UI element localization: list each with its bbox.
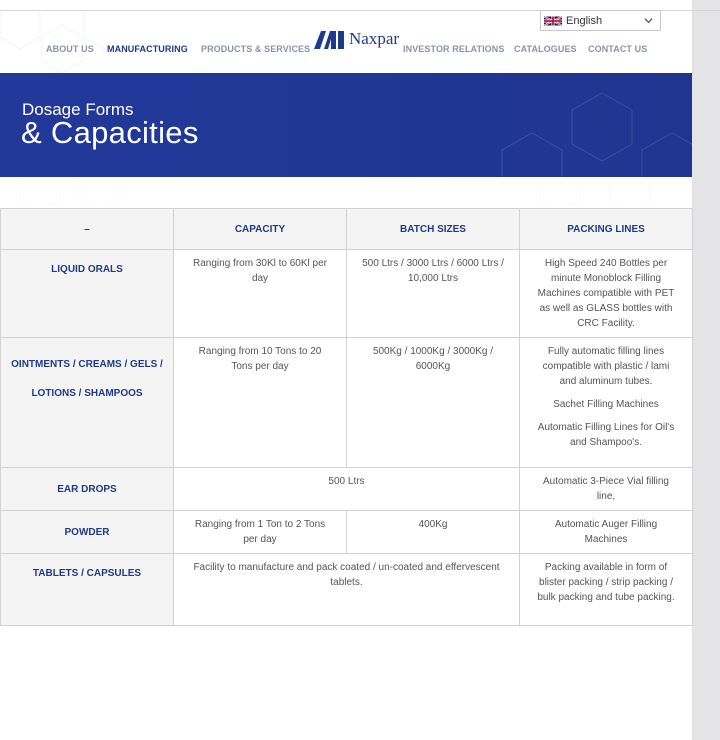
row-form-cell: OINTMENTS / CREAMS / GELS / LOTIONS / SHAMPOOS xyxy=(1,338,174,468)
packing-line-text: Packing available in form of blister packing / strip packing / bulk packing and tube packing. xyxy=(537,562,675,603)
row-form-cell: POWDER xyxy=(1,511,174,554)
packing-lines-cell xyxy=(520,250,693,338)
column-header-capacity: CAPACITY xyxy=(174,209,347,250)
capacity-batch-cell: Facility to manufacture and pack coated / un-coated and effervescent tablets. xyxy=(174,554,520,626)
nav-catalogues[interactable]: CATALOGUES xyxy=(514,44,577,54)
row-form-cell: LIQUID ORALS xyxy=(1,250,174,338)
row-form-cell: TABLETS / CAPSULES xyxy=(1,554,174,626)
table-row xyxy=(1,338,693,468)
page-scroll-gutter xyxy=(692,0,720,740)
batch-size-cell: 400Kg xyxy=(347,511,520,554)
capacity-cell: Ranging from 1 Ton to 2 Tons per day xyxy=(174,511,347,554)
packing-line-text: Sachet Filling Machines xyxy=(553,399,659,410)
nav-contact-us[interactable]: CONTACT US xyxy=(588,44,648,54)
table-header-row xyxy=(1,209,693,250)
packing-line-text: Automatic Filling Lines for Oil's and Shampoo's. xyxy=(537,422,675,448)
packing-line-text: Automatic 3-Piece Vial filling line, xyxy=(543,476,669,502)
packing-line-text: Fully automatic filling lines compatible with plastic / lami and aluminum tubes. xyxy=(542,346,670,387)
banner-title: & Capacities xyxy=(21,115,199,150)
logo-wordmark: Naxpar xyxy=(349,29,400,48)
row-form-cell: EAR DROPS xyxy=(1,468,174,511)
column-header-packing-lines: PACKING LINES xyxy=(520,209,693,250)
capacity-cell: Ranging from 10 Tons to 20 Tons per day xyxy=(174,338,347,468)
nav-manufacturing[interactable]: MANUFACTURING xyxy=(107,44,188,54)
packing-lines-cell xyxy=(520,338,693,468)
naxpar-logo[interactable] xyxy=(312,24,402,54)
dosage-capacity-table xyxy=(0,208,693,626)
capacity-cell: Ranging from 30Kl to 60Kl per day xyxy=(174,250,347,338)
page-banner xyxy=(0,73,692,177)
table-row xyxy=(1,554,693,626)
language-select[interactable] xyxy=(540,10,661,31)
nav-about-us[interactable]: ABOUT US xyxy=(46,44,94,54)
packing-line-text: High Speed 240 Bottles per minute Monoblock Filling Machines compatible with PET as well as GLASS bottles with CRC Facility. xyxy=(537,258,675,329)
packing-line-text: Automatic Auger Filling Machines xyxy=(554,519,658,545)
hex-pattern-decoration xyxy=(0,177,692,207)
column-header-batch-sizes: BATCH SIZES xyxy=(347,209,520,250)
table-row xyxy=(1,511,693,554)
table-row xyxy=(1,250,693,338)
packing-lines-cell xyxy=(520,468,693,511)
dosage-capacity-table-wrapper xyxy=(0,208,692,626)
packing-lines-cell xyxy=(520,554,693,626)
capacity-batch-cell: 500 Ltrs xyxy=(174,468,520,511)
banner-hex-decoration xyxy=(492,73,692,177)
batch-size-cell: 500Kg / 1000Kg / 3000Kg / 6000Kg xyxy=(347,338,520,468)
batch-size-cell: 500 Ltrs / 3000 Ltrs / 6000 Ltrs / 10,000 Ltrs xyxy=(347,250,520,338)
banner-subtitle: Dosage Forms xyxy=(22,100,134,119)
packing-lines-cell xyxy=(520,511,693,554)
nav-investor-relations[interactable]: INVESTOR RELATIONS xyxy=(403,44,505,54)
naxpar-logo-icon xyxy=(312,27,346,51)
column-header-form: – xyxy=(1,209,174,250)
table-row xyxy=(1,468,693,511)
language-label: English xyxy=(566,14,603,27)
nav-products-services[interactable]: PRODUCTS & SERVICES xyxy=(201,44,311,54)
uk-flag-icon xyxy=(544,15,562,27)
chevron-down-icon xyxy=(644,16,653,25)
